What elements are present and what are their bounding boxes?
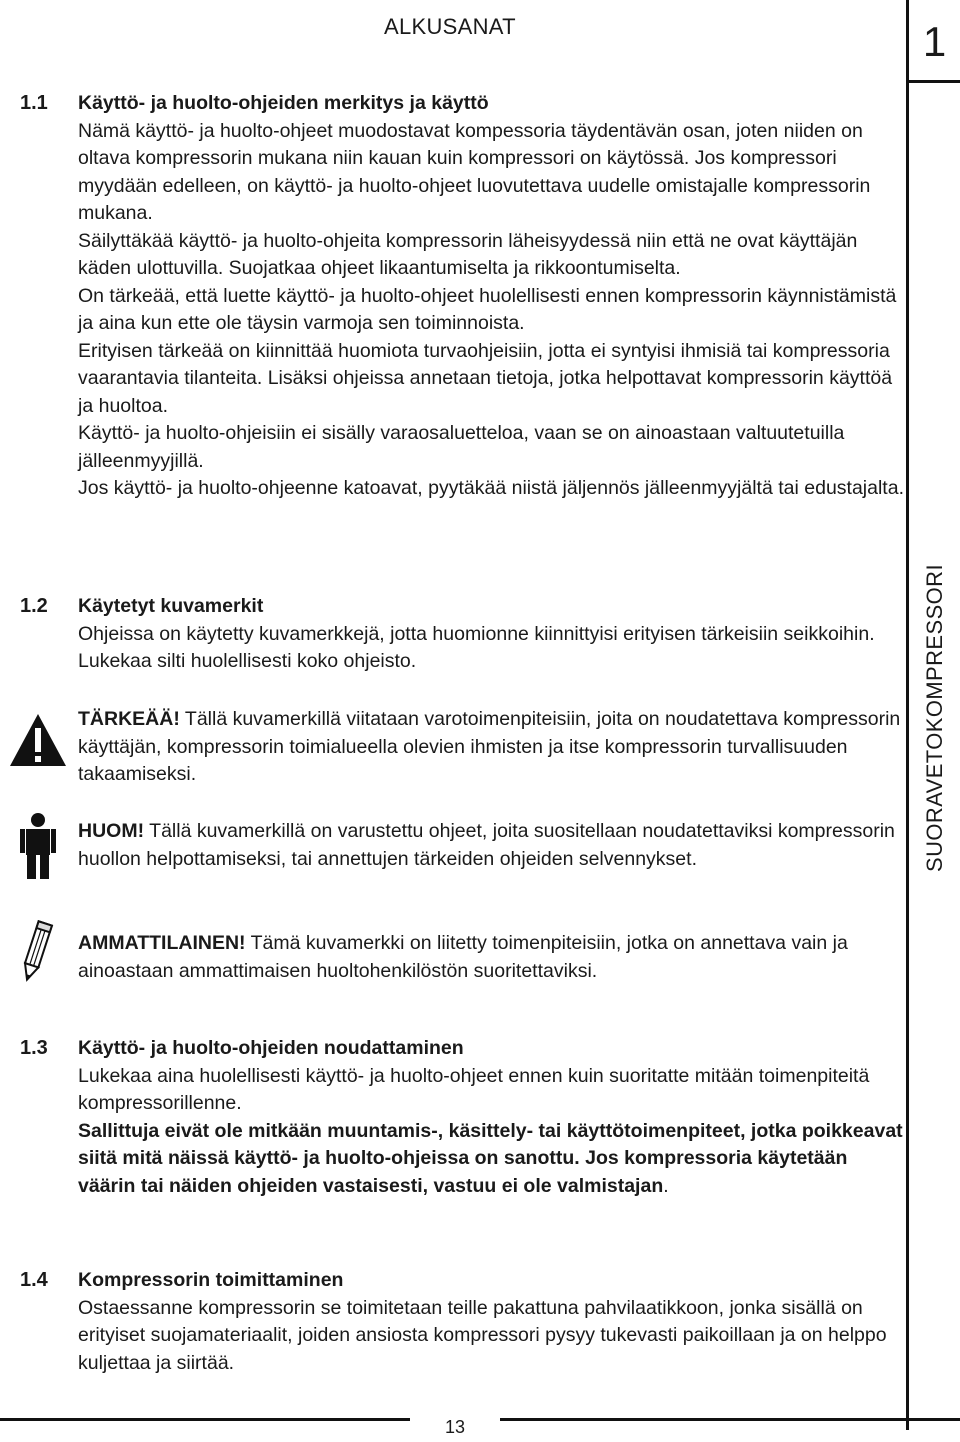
paragraph: Erityisen tärkeää on kiinnittää huomiota turvaohjeisiin, jotta ei syntyisi ihmisiä tai kompressoria vaarantavia tilanteita. Lisäksi ohjeissa annetaan tietoja, jotka helpottavat kompressorin käyttöä ja huoltoa. (78, 339, 893, 417)
section-title: Käyttö- ja huolto-ohjeiden merkitys ja käyttö (78, 92, 489, 114)
paragraph: Käyttö- ja huolto-ohjeisiin ei sisälly varaosaluetteloa, vaan se on ainoastaan valtuutetuilla jälleenmyyjillä. (78, 422, 845, 472)
bold-paragraph-text: Sallittuja eivät ole mitkään muuntamis-, käsittely- tai käyttötoimenpiteet, jotka poikkeavat siitä mitä näissä käyttö- ja huolto-ohjeissa on sanottu. Jos kompressoria käytetään väärin tai näiden ohjeiden vastaisesti, vastuu ei ole valmistajan (78, 1119, 903, 1197)
paragraph: On tärkeää, että luette käyttö- ja huolto-ohjeet huolellisesti ennen kompressorin käynnistämistä ja aina kun ette ole täysin varmoja sen toiminnoista. (78, 284, 897, 334)
person-icon (18, 812, 58, 880)
paragraph: Ostaessanne kompressorin se toimitetaan teille pakattuna pahvilaatikkoon, jonka sisällä on erityiset suojamateriaalit, joiden ansiosta kompressori pysyy tukevasti paikoillaan ja on helppo kuljettaa ja siirtää. (78, 1296, 887, 1374)
section-title: Käyttö- ja huolto-ohjeiden noudattaminen (78, 1037, 464, 1059)
bold-paragraph (78, 1118, 904, 1201)
section-number: 1.1 (20, 92, 48, 114)
side-label: SUORAVETOKOMPRESSORI (922, 564, 947, 872)
section-number: 1.4 (20, 1269, 48, 1291)
pencil-icon (16, 918, 56, 986)
bold-paragraph-end: . (663, 1174, 669, 1197)
paragraph: Nämä käyttö- ja huolto-ohjeet muodostavat kompessoria täydentävän osan, joten niiden on oltava kompressorin mukana niin kauan kuin kompressori on käytössä. Jos kompressori myydään edelleen, on käyttö- ja huolto-ohjeet luovutettava uudelle omistajalle kompressorin mukana. (78, 119, 871, 224)
chapter-number: 1 (909, 0, 960, 83)
symbol-text: Tällä kuvamerkillä viitataan varotoimenpiteisiin, joita on noudatettava kompressorin käyttäjän, kompressorin toimialueella olevien ihmisten ja itse kompressorin turvallisuuden takaamiseksi. (78, 708, 901, 785)
section-number: 1.3 (20, 1037, 48, 1059)
symbol-text: Tämä kuvamerkki on liitetty toimenpiteisiin, jotka on annettava vain ja ainoastaan ammattimaisen huoltohenkilöstön suoritettaviksi. (78, 932, 848, 982)
page-number: 13 (410, 1412, 500, 1438)
symbol-label: AMMATTILAINEN! (78, 932, 246, 954)
symbol-label: HUOM! (78, 820, 145, 842)
symbol-text: Tällä kuvamerkillä on varustettu ohjeet, joita suositellaan noudatettaviksi kompressorin huollon helpottamiseksi, tai annettujen tärkeiden ohjeiden selvennykset. (78, 820, 895, 870)
symbol-note (78, 818, 904, 873)
section-title: Käytetyt kuvamerkit (78, 595, 264, 617)
section-1-1 (0, 90, 906, 503)
paragraph: Lukekaa aina huolellisesti käyttö- ja huolto-ohjeet ennen kuin suoritatte mitään toimenpiteitä kompressorillenne. (78, 1064, 870, 1114)
section-1-2 (0, 593, 906, 676)
symbol-important (78, 706, 904, 789)
warning-triangle-icon (8, 712, 68, 768)
section-number: 1.2 (20, 595, 48, 617)
paragraph: Säilyttäkää käyttö- ja huolto-ohjeita kompressorin läheisyydessä niin että ne ovat käyttäjän käden ulottuvilla. Suojatkaa ohjeet likaantumiselta ja rikkoontumiselta. (78, 229, 858, 279)
section-1-3 (0, 1035, 906, 1200)
right-margin-column (906, 0, 960, 1430)
paragraph: Jos käyttö- ja huolto-ohjeenne katoavat, pyytäkää niistä jäljennös jälleenmyyjältä tai edustajalta. (78, 477, 904, 499)
symbol-professional (78, 930, 904, 985)
paragraph: Ohjeissa on käytetty kuvamerkkejä, jotta huomionne kiinnittyisi erityisen tärkeisiin seikkoihin. Lukekaa silti huolellisesti koko ohjeisto. (78, 622, 875, 672)
section-title: Kompressorin toimittaminen (78, 1269, 344, 1291)
page-header-title: ALKUSANAT (384, 14, 516, 39)
section-1-4 (0, 1267, 906, 1377)
symbol-label: TÄRKEÄÄ! (78, 708, 180, 730)
